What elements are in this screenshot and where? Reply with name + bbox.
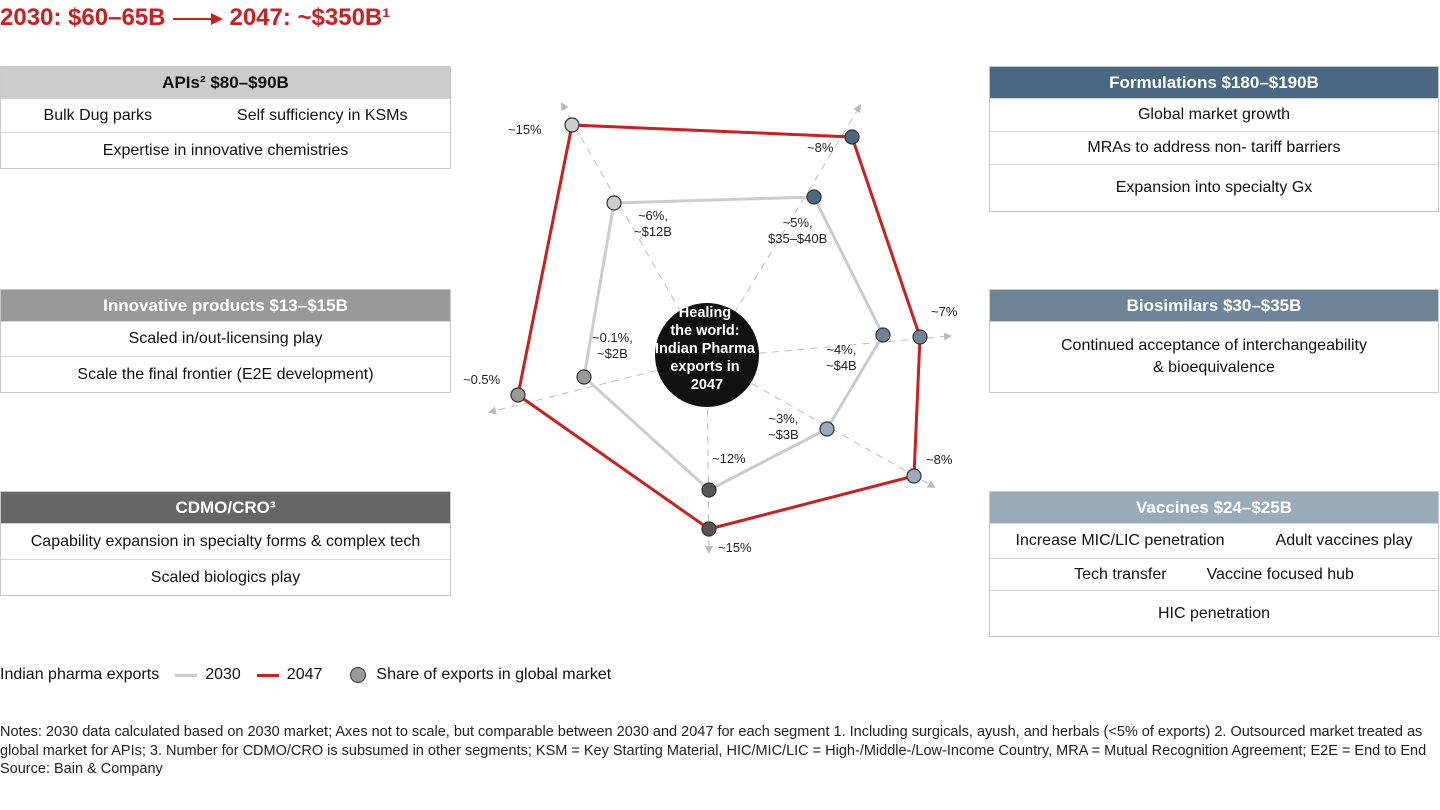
point-2047-apis: [565, 118, 579, 132]
title-2047: 2047: ~$350B¹: [229, 4, 391, 31]
panel-cdmo: [0, 491, 451, 596]
legend-share-icon: [350, 667, 366, 683]
panel-vaccines-header: Vaccines $24–$25B: [990, 492, 1438, 523]
point-2030-formulations: [807, 190, 821, 204]
panel-vaccines-row-2: [990, 558, 1438, 590]
label-2030-formulations: ~5%, $35–$40B: [768, 215, 828, 246]
center-label: Healing the world: Indian Pharma exports in 2047: [655, 305, 755, 393]
panel-vaccines-item: Increase MIC/LIC penetration: [1015, 532, 1225, 549]
panel-cdmo-item: Scaled biologics play: [150, 568, 301, 586]
notes-text: Notes: 2030 data calculated based on 2030 market; Axes not to scale, but comparable between 2030 and 2047 for each segment 1. Including surgicals, ayush, and herbals (<5% of exports) 2. Outsourced market treated as global market for APIs; 3. Number for CDMO/CRO is subsumed in other segments; KSM = Key Starting Material, HIC/MIC/LIC = High-/Middle-/Low-Income Country, MRA = Mutual Recognition Agreement; E2E = End to End: [0, 724, 1427, 759]
title-2030: 2030: $60–65B: [0, 4, 166, 31]
panel-vaccines-item: HIC penetration: [1157, 604, 1271, 622]
label-2047-cdmo: ~15%: [718, 540, 752, 555]
legend-swatch-2030: [175, 674, 197, 677]
footnotes: [0, 723, 1430, 779]
legend-prefix: Indian pharma exports: [0, 666, 160, 683]
legend: [0, 664, 611, 686]
label-2047-apis: ~15%: [508, 122, 542, 137]
legend-swatch-2047: [257, 674, 279, 677]
legend-label-2047: 2047: [286, 666, 323, 683]
panel-innovative-row-1: [1, 321, 450, 356]
panel-formulations-item: Expansion into specialty Gx: [1115, 179, 1313, 196]
legend-label-2030: 2030: [205, 666, 241, 683]
panel-biosimilars-item: & bioequivalence: [1153, 359, 1275, 376]
panel-apis-item: Expertise in innovative chemistries: [102, 141, 349, 159]
panel-vaccines-row-1: [990, 523, 1438, 558]
label-2030-innovative: ~0.1%, ~$2B: [592, 330, 633, 361]
label-2047-innovative: ~0.5%: [463, 372, 501, 387]
panel-biosimilars-row-1: [990, 321, 1438, 392]
panel-formulations-row-3: [990, 164, 1438, 211]
point-2047-biosimilars: [913, 330, 927, 344]
panel-cdmo-row-2: [1, 559, 450, 595]
point-2047-innovative: [511, 388, 525, 402]
panel-innovative-header: Innovative products $13–$15B: [1, 290, 450, 321]
panel-apis-item: Self sufficiency in KSMs: [237, 106, 408, 124]
panel-vaccines-item: Adult vaccines play: [1275, 532, 1413, 549]
panel-formulations: [989, 66, 1439, 212]
panel-cdmo-header: CDMO/CRO³: [1, 492, 450, 523]
panel-innovative-item: Scaled in/out-licensing play: [128, 330, 323, 347]
panel-cdmo-item: Capability expansion in specialty forms & complex tech: [30, 532, 421, 550]
panel-formulations-row-2: [990, 131, 1438, 164]
panel-vaccines-item: Tech transfer: [1074, 565, 1167, 583]
legend-label-share: Share of exports in global market: [376, 666, 612, 683]
point-2047-cdmo: [702, 522, 716, 536]
point-2030-biosimilars: [876, 328, 890, 342]
panel-formulations-header: Formulations $180–$190B: [990, 67, 1438, 98]
label-2030-apis: ~6%, ~$12B: [634, 208, 672, 239]
source-text: Source: Bain & Company: [0, 761, 163, 778]
panel-formulations-row-1: [990, 98, 1438, 131]
panel-vaccines-item: Vaccine focused hub: [1206, 565, 1354, 583]
point-2030-apis: [607, 196, 621, 210]
panel-formulations-item: Global market growth: [1137, 106, 1291, 123]
panel-vaccines-row-3: [990, 590, 1438, 636]
label-2030-biosimilars: ~4%, ~$4B: [826, 342, 857, 373]
panel-biosimilars: [989, 289, 1439, 393]
panel-apis-row-2: [1, 132, 450, 168]
panel-vaccines: [989, 491, 1439, 637]
panel-innovative-item: Scale the final frontier (E2E development): [77, 365, 374, 383]
panel-biosimilars-item: Continued acceptance of interchangeability: [1061, 337, 1367, 354]
point-2030-innovative: [577, 370, 591, 384]
panel-cdmo-row-1: [1, 523, 450, 559]
label-2047-formulations: ~8%: [807, 140, 834, 155]
panel-apis-header: APIs² $80–$90B: [1, 67, 450, 98]
panel-innovative: [0, 289, 451, 393]
label-2030-cdmo: ~12%: [712, 451, 746, 466]
label-2047-vaccines: ~8%: [926, 452, 953, 467]
label-2047-biosimilars: ~7%: [931, 304, 958, 319]
panel-apis: [0, 66, 451, 169]
point-2030-cdmo: [702, 483, 716, 497]
label-2030-vaccines: ~3%, ~$3B: [768, 411, 799, 442]
panel-formulations-item: MRAs to address non- tariff barriers: [1087, 139, 1341, 156]
panel-biosimilars-header: Biosimilars $30–$35B: [990, 290, 1438, 321]
panel-apis-row-1: [1, 98, 450, 132]
panel-apis-item: Bulk Dug parks: [43, 106, 153, 124]
point-2047-vaccines: [907, 469, 921, 483]
point-2030-vaccines: [820, 422, 834, 436]
panel-innovative-row-2: [1, 356, 450, 392]
point-2047-formulations: [845, 130, 859, 144]
